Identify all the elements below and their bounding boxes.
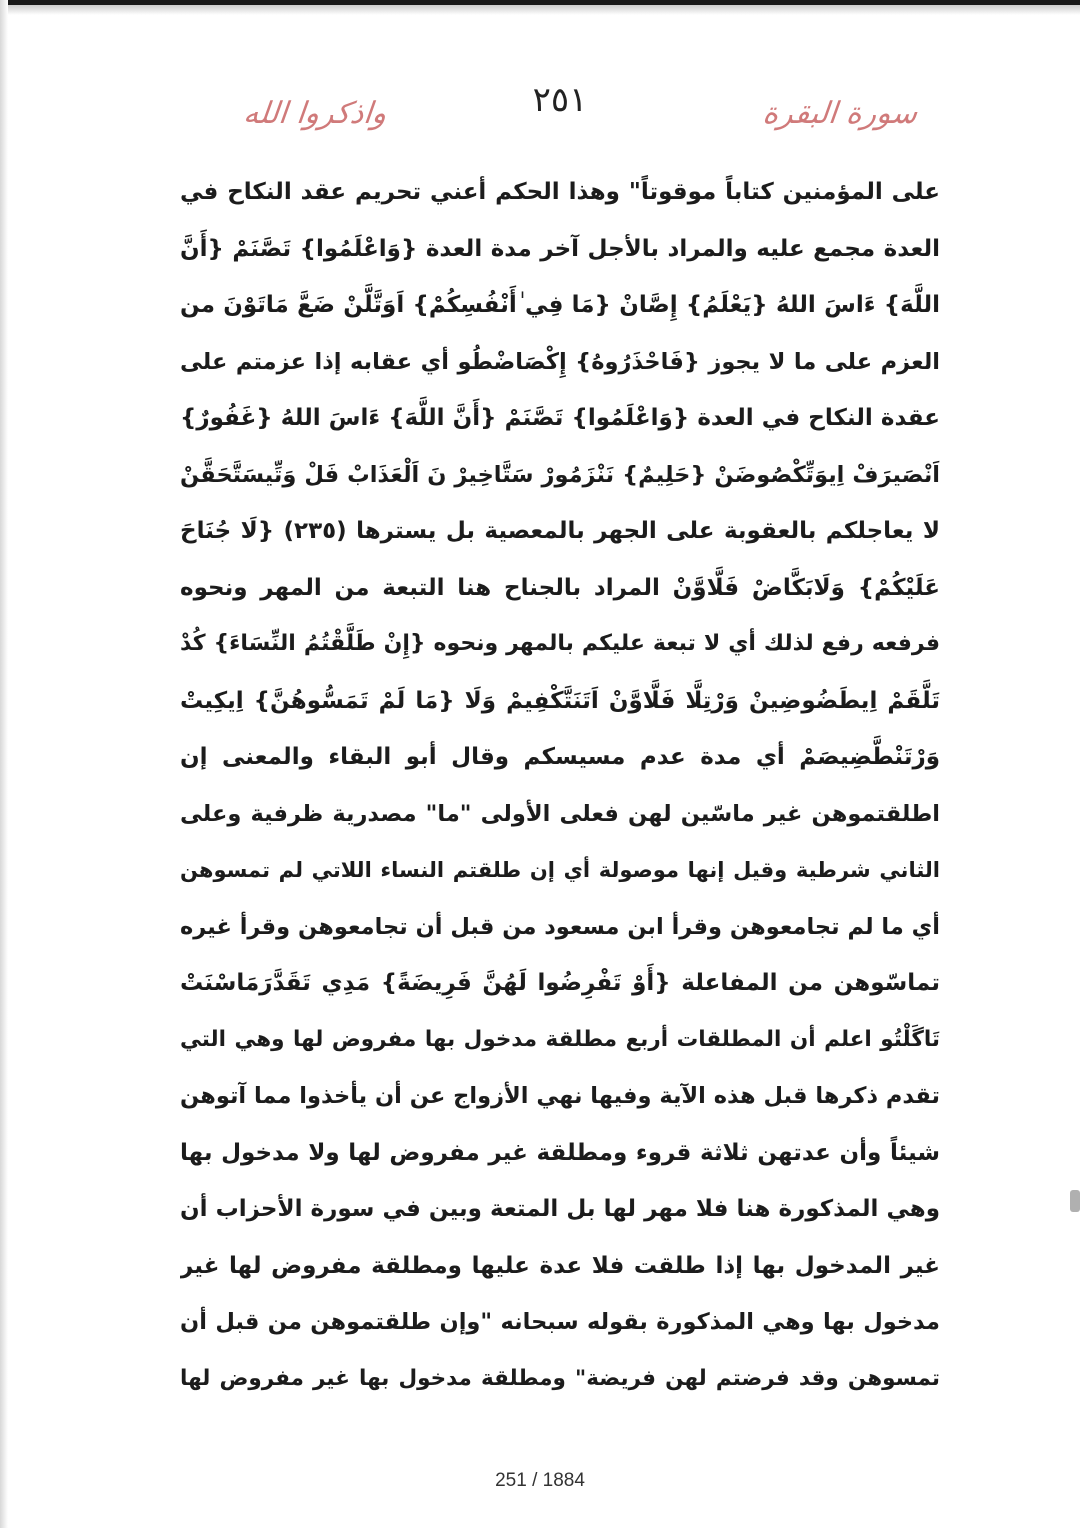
text-line: العدة مجمع عليه والمراد بالأجل آخر مدة العدة {وَاعْلَمُوا} تَصَّنَمْ {أَنَّ xyxy=(180,235,940,262)
text-line: الثاني شرطية وقيل إنها موصولة أي إن طلقتم النساء اللاتي لم تمسوهن xyxy=(180,858,940,882)
text-line: تَلَّقَمْ اِيطَضُوضِينْ وَرْتِلَّا فَلَّاوَّنْ اَتَنَتَّكْفِيمْ وَلَا {مَا لَمْ تَمَسُّوهُنَّ} اِيكِيتْ xyxy=(180,687,940,714)
text-line: وَرْتَنْطَّضِيصَمْ أي مدة عدم مسيسكم وقال أبو البقاء والمعنى إن xyxy=(180,744,940,770)
text-line: تماسّوهن من المفاعلة {أَوْ تَفْرِضُوا لَهُنَّ فَرِيضَةً} مَدِي تَقَدَّرَمَاسْنَتْ xyxy=(180,970,940,996)
page-body xyxy=(180,164,940,1407)
scan-top-shadow xyxy=(0,5,1080,15)
text-line: اللَّهَ} ءَاسَ اللهُ {يَعْلَمُ} إِصَّانْ {مَا فِي ٰأَنْفُسِكُمْ} اَوَتَّلَّنْ ضَعَّ مَاتَوْنَ من xyxy=(180,292,940,318)
handwritten-surah-name: سورة البقرة xyxy=(760,96,920,131)
text-line: تَاگَلْتُو اعلم أن المطلقات أربع مطلقة مدخول بها مفروض لها وهي التي xyxy=(180,1026,940,1052)
scan-left-shadow xyxy=(0,0,8,1528)
scan-edge-mark xyxy=(1070,1190,1080,1212)
text-line: مدخول بها وهي المذكورة بقوله سبحانه "وإن طلقتموهن من قبل أن xyxy=(180,1309,940,1335)
text-line: شيئاً وأن عدتهن ثلاثة قروء ومطلقة غير مفروض لها ولا مدخول بها xyxy=(180,1139,940,1166)
text-line: أي ما لم تجامعوهن وقرأ ابن مسعود من قبل أن تجامعوهن وقرأ غيره xyxy=(180,913,940,940)
text-line: على المؤمنين كتاباً موقوتاً" وهذا الحكم أعني تحريم عقد النكاح في xyxy=(180,179,940,205)
text-line: تمسوهن وقد فرضتم لهن فريضة" ومطلقة مدخول بها غير مفروض لها xyxy=(180,1365,940,1391)
text-line: تقدم ذكرها قبل هذه الآية وفيها نهي الأزواج عن أن يأخذوا مما آتوهن xyxy=(180,1083,940,1109)
text-line: فرفعه رفع لذلك أي لا تبعة عليكم بالمهر ونحوه {إِنْ طَلَّقْتُمُ النِّسَاءَ} كُدْ xyxy=(180,631,940,656)
text-line: غير المدخول بها إذا طلقت فلا عدة عليها ومطلقة مفروض لها غير xyxy=(180,1252,940,1279)
handwritten-note-left: واذكروا الله xyxy=(241,96,389,131)
text-line: عَلَيْكُمْ} وَلَابَكَّاضْ فَلَّاوَّنْ المراد بالجناح هنا التبعة من المهر ونحوه xyxy=(180,574,940,601)
text-line: اَنْصَيرَفْ اِيوَتِّكْصُوضَنْ {حَلِيمٌ} نَنْزَمُورْ سَتَّاخِيرْ نَ اَلْعَذَابْ فَلْ وَتِّيسَتَّحَقَّنْ xyxy=(180,461,940,488)
text-line: عقدة النكاح في العدة {وَاعْلَمُوا} تَصَّنَمْ {أَنَّ اللَّهَ} ءَاسَ اللهُ {غَفُورٌ} xyxy=(180,405,940,431)
text-line: لا يعاجلكم بالعقوبة على الجهر بالمعصية بل يسترها (٢٣٥) {لَا جُنَاحَ xyxy=(180,518,940,544)
text-line: العزم على ما لا يجوز {فَاحْذَرُوهُ} إِكْصَاضْطُو أي عقابه إذا عزمتم على xyxy=(180,348,940,375)
text-line: اطلقتموهن غير ماسّين لهن فعلى الأولى "ما" مصدرية ظرفية وعلى xyxy=(180,800,940,827)
text-line: وهي المذكورة هنا فلا مهر لها بل المتعة وبين في سورة الأحزاب أن xyxy=(180,1196,940,1222)
page-number: ٢٥١ xyxy=(532,80,588,120)
page-pagination: 251 / 1884 xyxy=(495,1470,585,1491)
